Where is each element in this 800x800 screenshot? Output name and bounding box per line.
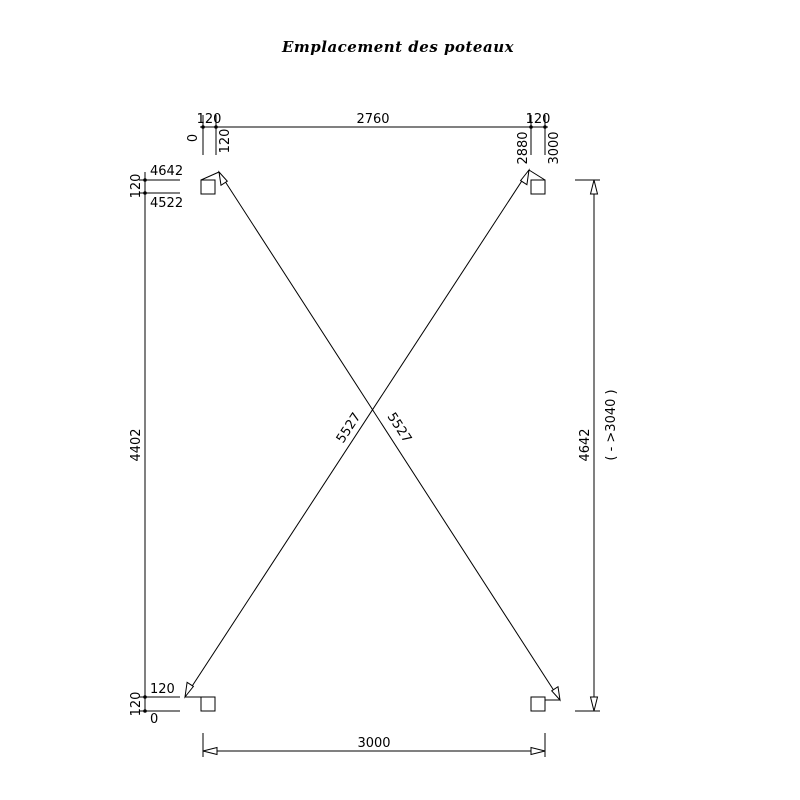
- dim-left-span-4402: 4402: [129, 428, 144, 462]
- dim-right-note: ( - >3040 ): [604, 389, 619, 461]
- dim-top-right-2880: 2880: [516, 131, 531, 165]
- dim-diagonal-2: 5527: [383, 410, 415, 447]
- dim-left-top-120: 120: [129, 173, 144, 199]
- dim-left-bottom-120-vertical: 120: [129, 691, 144, 717]
- dim-diagonal-1: 5527: [333, 410, 365, 447]
- dim-top-left-120: 120: [196, 112, 222, 127]
- left-dimension-chain: [129, 164, 183, 727]
- dim-left-4522: 4522: [150, 196, 184, 211]
- dim-left-bottom-120: 120: [150, 682, 175, 697]
- diagonal-1: [201, 172, 560, 700]
- dim-top-right-3000: 3000: [547, 131, 562, 165]
- post-bottom-left: [201, 697, 215, 711]
- drawing-title: Emplacement des poteaux: [281, 38, 515, 56]
- dim-bottom-3000: 3000: [357, 736, 391, 751]
- dim-top-span-2760: 2760: [356, 112, 390, 127]
- dim-left-4642: 4642: [150, 164, 184, 179]
- top-dimension-chain: [186, 112, 562, 165]
- bottom-dimension: [203, 733, 545, 757]
- post-top-right: [531, 180, 545, 194]
- right-dimension: [575, 180, 619, 711]
- post-top-left: [201, 180, 215, 194]
- post-bottom-right: [531, 697, 545, 711]
- dim-left-zero: 0: [150, 712, 159, 727]
- dim-top-zero: 0: [186, 133, 201, 143]
- dim-top-right-120: 120: [525, 112, 551, 127]
- dim-right-4642: 4642: [578, 428, 593, 462]
- diagonal-2: [185, 170, 545, 697]
- dim-top-left-120-vertical: 120: [218, 128, 233, 154]
